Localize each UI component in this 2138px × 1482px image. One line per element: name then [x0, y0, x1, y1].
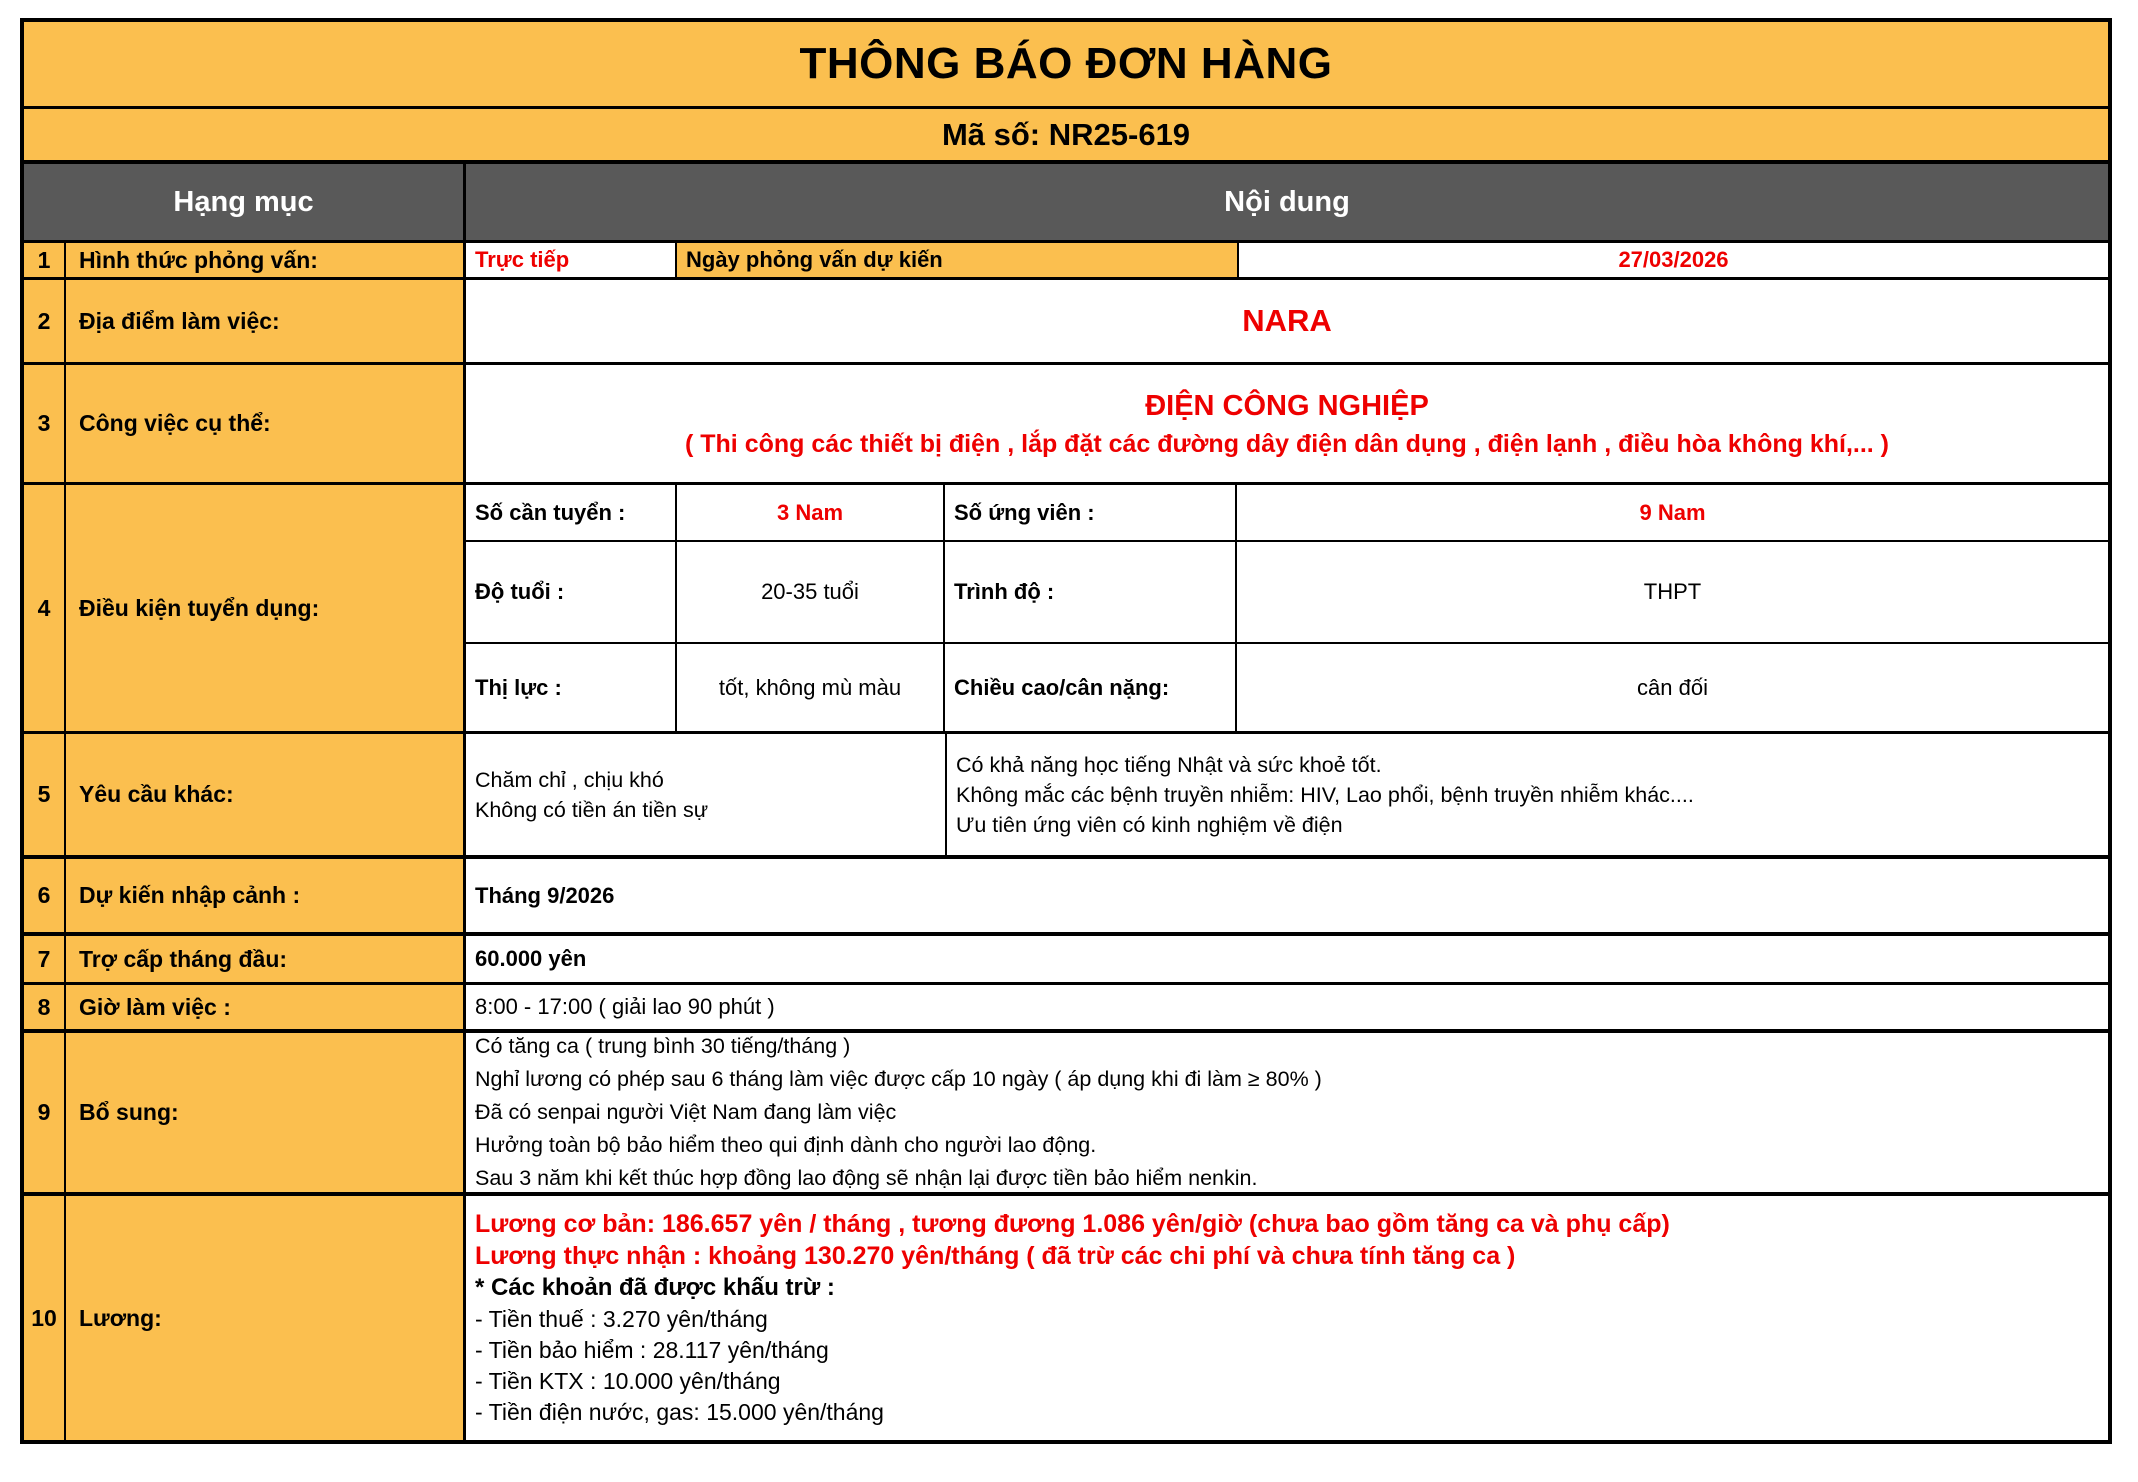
page-title: THÔNG BÁO ĐƠN HÀNG [24, 22, 2108, 109]
education-label: Trình độ : [945, 542, 1237, 642]
base-salary-line: Lương cơ bản: 186.657 yên / tháng , tương đương 1.086 yên/giờ (chưa bao gồm tăng ca và phụ cấp) [475, 1210, 1670, 1238]
conditions-subrow-vision-physique [466, 642, 2108, 731]
vision-value: tốt, không mù màu [677, 644, 945, 731]
row-label: Bổ sung: [66, 1033, 466, 1192]
row-label: Lương: [66, 1196, 466, 1440]
requirement-line: Chăm chỉ , chịu khó [475, 767, 664, 792]
interview-date: 27/03/2026 [1618, 247, 1729, 272]
deduction-line: - Tiền bảo hiểm : 28.117 yên/tháng [475, 1337, 829, 1363]
candidates-label: Số ứng viên : [945, 485, 1237, 540]
age-value: 20-35 tuổi [677, 542, 945, 642]
column-header-items: Hạng mục [24, 164, 466, 240]
row-additional-info [24, 1033, 2108, 1196]
net-salary-line: Lương thực nhận : khoảng 130.270 yên/tháng ( đã trừ các chi phí và chưa tính tăng ca ) [475, 1242, 1516, 1270]
row-number: 9 [24, 1033, 66, 1192]
table-header-row [24, 164, 2108, 243]
allowance-value: 60.000 yên [475, 946, 587, 971]
row-number: 3 [24, 365, 66, 482]
row-number: 7 [24, 936, 66, 982]
deduction-line: - Tiền điện nước, gas: 15.000 yên/tháng [475, 1399, 884, 1425]
conditions-grid [466, 485, 2108, 731]
work-location: NARA [1242, 303, 1332, 338]
additional-info-list [466, 1033, 2108, 1192]
interview-date-label: Ngày phỏng vấn dự kiến [677, 243, 1239, 277]
additional-info-line: Nghỉ lương có phép sau 6 tháng làm việc được cấp 10 ngày ( áp dụng khi đi làm ≥ 80% ) [475, 1067, 1322, 1091]
row-label: Địa điểm làm việc: [66, 280, 466, 362]
requirement-line: Không mắc các bệnh truyền nhiễm: HIV, Lao phổi, bệnh truyền nhiễm khác.... [956, 782, 1694, 807]
age-label: Độ tuổi : [466, 542, 677, 642]
row-working-hours [24, 985, 2108, 1033]
additional-info-line: Sau 3 năm khi kết thúc hợp đồng lao động sẽ nhận lại được tiền bảo hiểm nenkin. [475, 1166, 1258, 1190]
row-interview-format [24, 243, 2108, 280]
row-number: 6 [24, 859, 66, 932]
job-description [466, 365, 2108, 482]
row-number: 8 [24, 985, 66, 1029]
row-job-description [24, 365, 2108, 485]
row-other-requirements [24, 734, 2108, 859]
row-label: Giờ làm việc : [66, 985, 466, 1029]
candidates-value: 9 Nam [1639, 499, 1706, 525]
requirement-line: Có khả năng học tiếng Nhật và sức khoẻ tốt. [956, 752, 1382, 777]
job-order-document [20, 18, 2112, 1444]
requirements-left [466, 734, 947, 855]
physique-label: Chiều cao/cân nặng: [945, 644, 1237, 731]
row-expected-entry [24, 859, 2108, 936]
row-label: Điều kiện tuyển dụng: [66, 485, 466, 731]
conditions-subrow-quantity [466, 485, 2108, 540]
requirement-line: Ưu tiên ứng viên có kinh nghiệm về điện [956, 812, 1343, 837]
row-number: 4 [24, 485, 66, 731]
additional-info-line: Có tăng ca ( trung bình 30 tiếng/tháng ) [475, 1034, 851, 1058]
physique-value: cân đối [1637, 674, 1708, 700]
row-label: Trợ cấp tháng đầu: [66, 936, 466, 982]
job-title: ĐIỆN CÔNG NGHIỆP [1145, 389, 1429, 422]
requirement-line: Không có tiền án tiền sự [475, 797, 709, 822]
order-code: Mã số: NR25-619 [24, 109, 2108, 164]
row-number: 2 [24, 280, 66, 362]
row-recruitment-conditions [24, 485, 2108, 734]
row-work-location [24, 280, 2108, 365]
row-label: Công việc cụ thể: [66, 365, 466, 482]
job-detail: ( Thi công các thiết bị điện , lắp đặt các đường dây điện dân dụng , điện lạnh , điều hòa không khí,... ) [684, 429, 1890, 458]
row-label: Yêu cầu khác: [66, 734, 466, 855]
additional-info-line: Đã có senpai người Việt Nam đang làm việc [475, 1100, 897, 1124]
row-first-month-allowance [24, 936, 2108, 985]
requirements-right [947, 734, 2108, 855]
needed-label: Số cần tuyển : [466, 485, 677, 540]
education-value: THPT [1643, 579, 1702, 604]
row-number: 10 [24, 1196, 66, 1440]
deduction-line: - Tiền thuế : 3.270 yên/tháng [475, 1306, 768, 1332]
row-number: 1 [24, 243, 66, 277]
needed-value: 3 Nam [677, 485, 945, 540]
row-number: 5 [24, 734, 66, 855]
vision-label: Thị lực : [466, 644, 677, 731]
salary-details [466, 1196, 2108, 1440]
row-label: Hình thức phỏng vấn: [66, 243, 466, 277]
row-salary [24, 1196, 2108, 1440]
working-hours-value: 8:00 - 17:00 ( giải lao 90 phút ) [475, 994, 775, 1019]
interview-method: Trực tiếp [466, 243, 677, 277]
deduction-line: - Tiền KTX : 10.000 yên/tháng [475, 1368, 781, 1394]
column-header-content: Nội dung [1224, 185, 1350, 218]
conditions-subrow-age-education [466, 540, 2108, 642]
row-label: Dự kiến nhập cảnh : [66, 859, 466, 932]
entry-date: Tháng 9/2026 [475, 882, 615, 908]
additional-info-line: Hưởng toàn bộ bảo hiểm theo qui định dành cho người lao động. [475, 1133, 1097, 1157]
deductions-title: * Các khoản đã được khấu trừ : [475, 1274, 835, 1301]
